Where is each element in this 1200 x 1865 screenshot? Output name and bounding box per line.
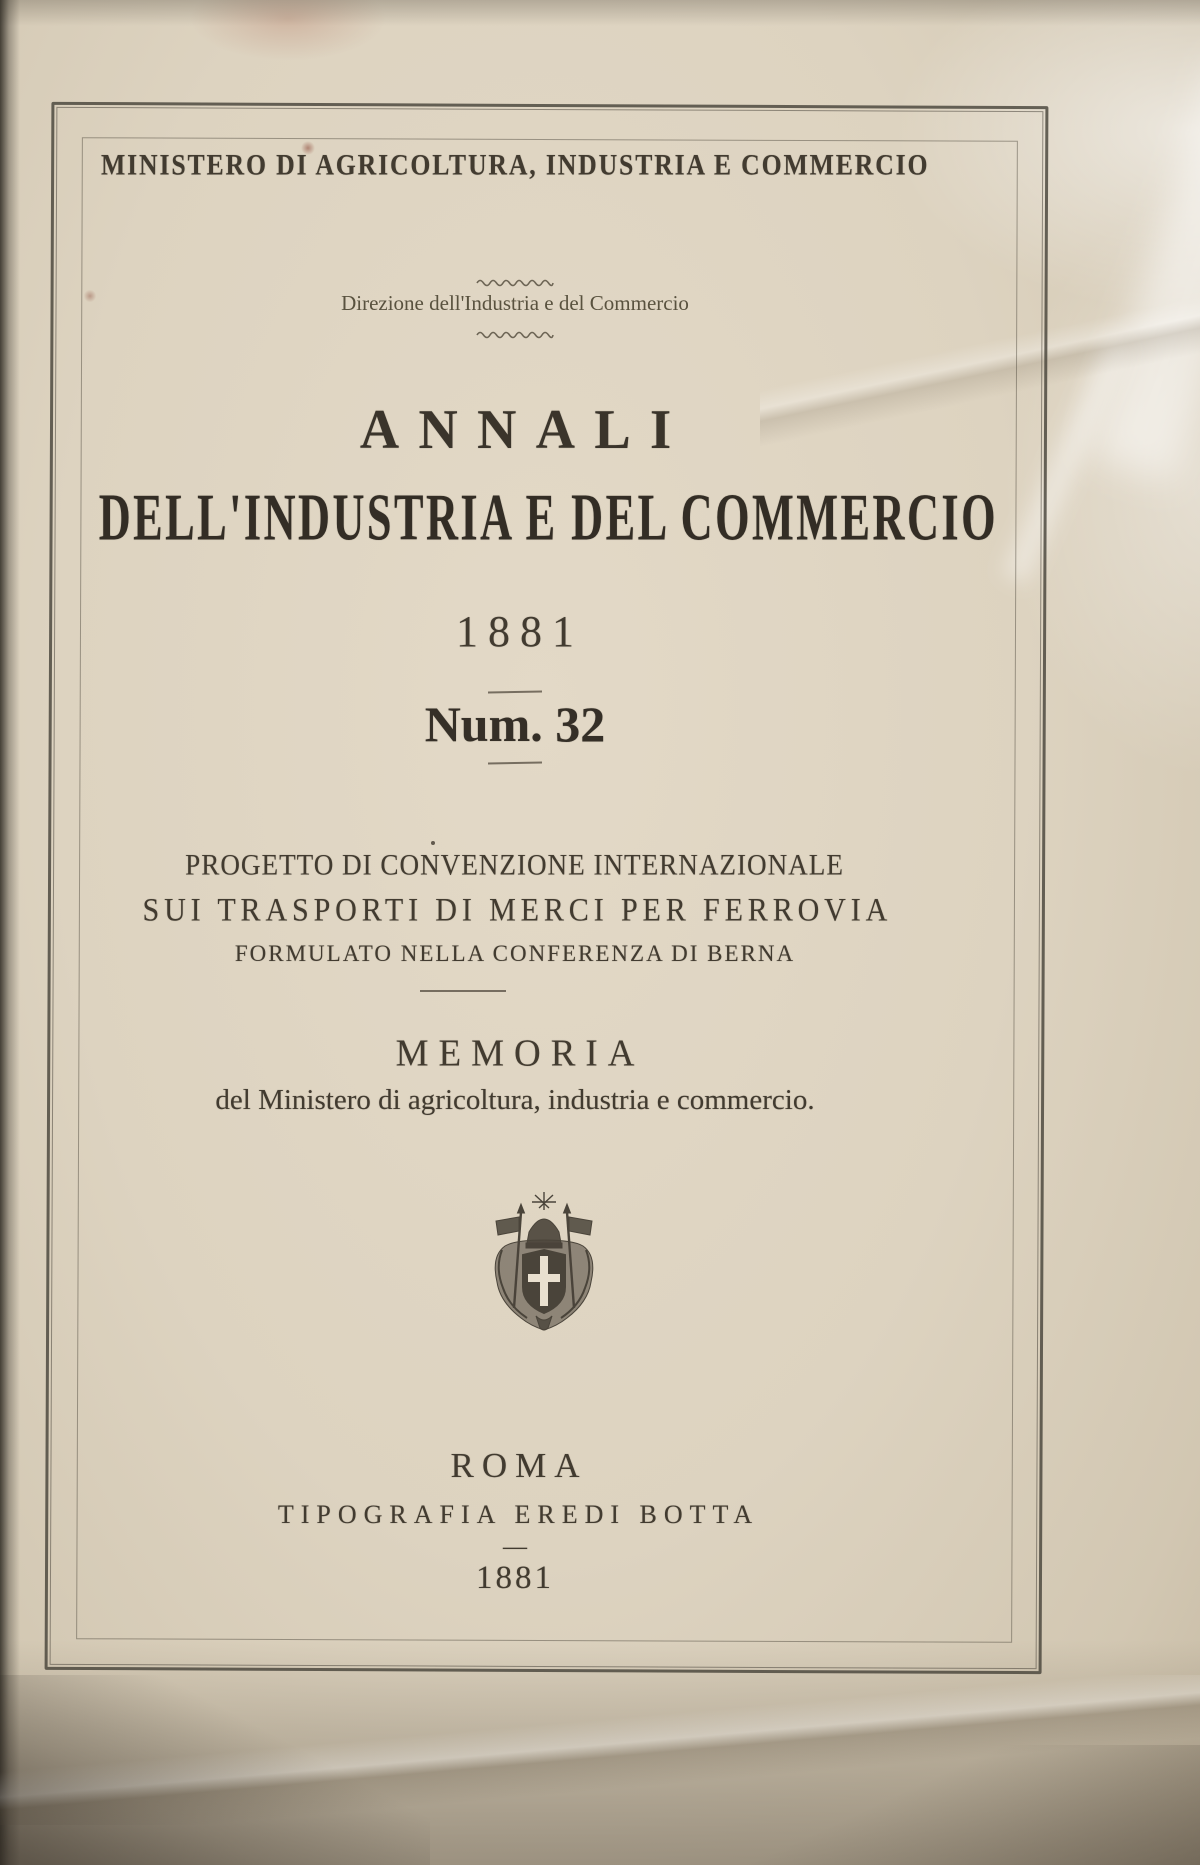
subject-line-3: FORMULATO NELLA CONFERENZA DI BERNA	[234, 941, 796, 966]
memoria-heading: MEMORIA	[395, 1032, 645, 1075]
imprint-printer: TIPOGRAFIA EREDI BOTTA	[277, 1500, 760, 1529]
imprint-year: 1881	[476, 1560, 554, 1596]
wavy-rule	[476, 278, 554, 287]
savoy-coat-of-arms-icon	[468, 1190, 620, 1342]
ministry-name: MINISTERO DI AGRICOLTURA, INDUSTRIA E COMMERCIO	[100, 149, 930, 182]
series-title: ANNALI	[359, 399, 691, 461]
memoria-subtitle: del Ministero di agricoltura, industria e commercio.	[215, 1084, 815, 1116]
separator-rule	[420, 990, 506, 992]
series-title-line2: DELL'INDUSTRIA E DEL COMMERCIO	[98, 479, 998, 555]
edition-year: 1881	[456, 607, 584, 656]
plastic-sheen	[1087, 56, 1200, 483]
imprint-separator: —	[503, 1534, 527, 1560]
short-rule	[488, 762, 542, 765]
ink-dot	[431, 841, 435, 845]
wavy-rule	[476, 330, 554, 339]
issue-number: Num. 32	[424, 696, 606, 752]
short-rule	[488, 691, 542, 694]
subject-line-2: SUI TRASPORTI DI MERCI PER FERROVIA	[142, 891, 893, 928]
directorate-name: Direzione dell'Industria e del Commercio	[341, 291, 689, 315]
subject-line-1: PROGETTO DI CONVENZIONE INTERNAZIONALE	[185, 849, 845, 882]
imprint-city: ROMA	[450, 1446, 588, 1485]
